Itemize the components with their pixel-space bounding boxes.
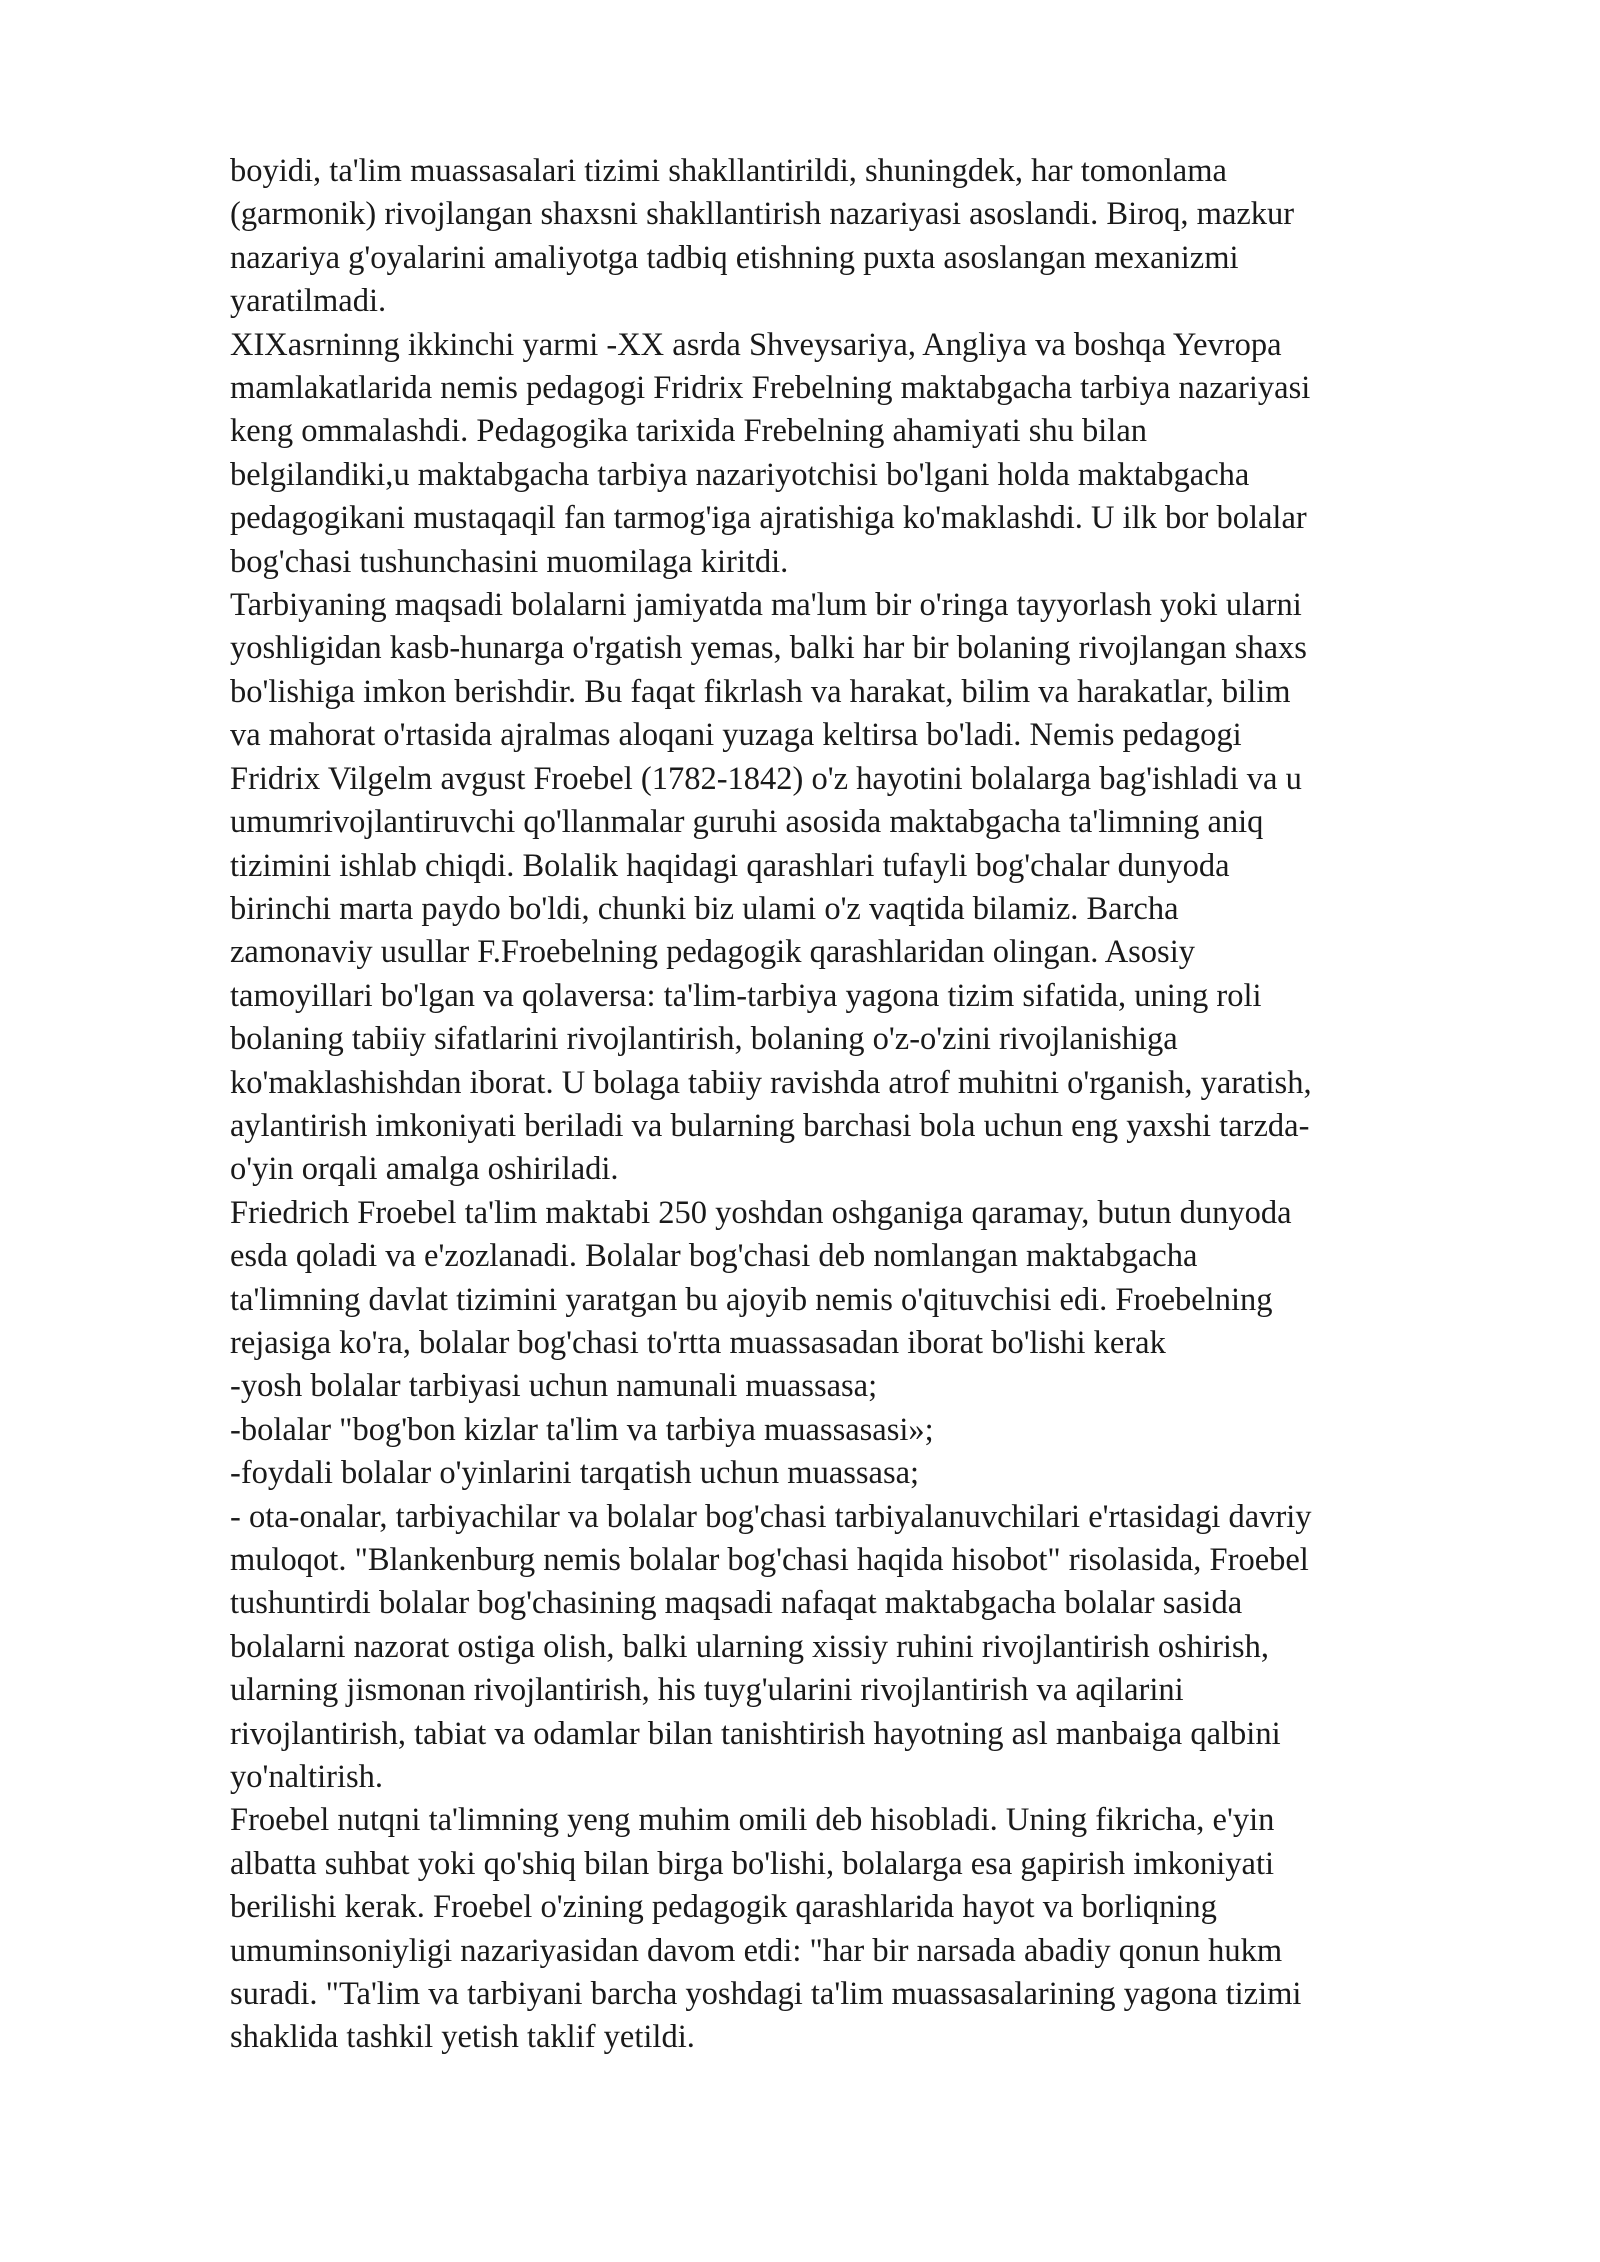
text-line: Froebel nutqni ta'limning yeng muhim omili deb hisobladi. Uning fikricha, e'yin <box>230 1802 1275 1839</box>
text-line: ta'limning davlat tizimini yaratgan bu ajoyib nemis o'qituvchisi edi. Froebelning <box>230 1281 1273 1318</box>
text-line: -foydali bolalar o'yinlarini tarqatish uchun muassasa; <box>230 1455 920 1492</box>
text-line: XIXasrninng ikkinchi yarmi -XX asrda Shveysariya, Angliya va boshqa Yevropa <box>230 326 1282 363</box>
text-line: Fridrix Vilgelm avgust Froebel (1782-1842) o'z hayotini bolalarga bag'ishladi va u <box>230 760 1302 797</box>
text-line: zamonaviy usullar F.Froebelning pedagogik qarashlaridan olingan. Asosiy <box>230 934 1195 971</box>
document-page <box>230 150 1520 2060</box>
text-line: va mahorat o'rtasida ajralmas aloqani yuzaga keltirsa bo'ladi. Nemis pedagogi <box>230 717 1242 754</box>
text-line: yoshligidan kasb-hunarga o'rgatish yemas, balki har bir bolaning rivojlangan shaxs <box>230 630 1307 667</box>
text-line: bolaning tabiiy sifatlarini rivojlantirish, bolaning o'z-o'zini rivojlanishiga <box>230 1021 1178 1058</box>
text-line: o'yin orqali amalga oshiriladi. <box>230 1151 619 1188</box>
text-line: tushuntirdi bolalar bog'chasining maqsadi nafaqat maktabgacha bolalar sasida <box>230 1585 1243 1622</box>
text-line: bolalarni nazorat ostiga olish, balki ularning xissiy ruhini rivojlantirish oshirish, <box>230 1628 1269 1665</box>
text-line: muloqot. "Blankenburg nemis bolalar bog'chasi haqida hisobot" risolasida, Froebel <box>230 1542 1309 1578</box>
text-line: esda qoladi va e'zozlanadi. Bolalar bog'chasi deb nomlangan maktabgacha <box>230 1238 1198 1275</box>
text-line: albatta suhbat yoki qo'shiq bilan birga bo'lishi, bolalarga esa gapirish imkoniyati <box>230 1845 1275 1882</box>
text-line: rejasiga ko'ra, bolalar bog'chasi to'rtta muassasadan iborat bo'lishi kerak <box>230 1324 1166 1361</box>
text-line: ularning jismonan rivojlantirish, his tuyg'ularini rivojlantirish va aqilarini <box>230 1672 1184 1709</box>
text-line: umuminsoniyligi nazariyasidan davom etdi: "har bir narsada abadiy qonun hukm <box>230 1932 1283 1969</box>
text-line: suradi. "Ta'lim va tarbiyani barcha yoshdagi ta'lim muassasalarining yagona tizimi <box>230 1976 1302 2013</box>
document-body <box>230 150 1520 2060</box>
text-line: mamlakatlarida nemis pedagogi Fridrix Frebelning maktabgacha tarbiya nazariyasi <box>230 370 1311 407</box>
text-line: birinchi marta paydo bo'ldi, chunki biz ulami o'z vaqtida bilamiz. Barcha <box>230 890 1179 927</box>
text-line: Tarbiyaning maqsadi bolalarni jamiyatda ma'lum bir o'ringa tayyorlash yoki ularni <box>230 587 1302 624</box>
text-line: tamoyillari bo'lgan va qolaversa: ta'lim-tarbiya yagona tizim sifatida, uning roli <box>230 977 1262 1014</box>
text-line: rivojlantirish, tabiat va odamlar bilan tanishtirish hayotning asl manbaiga qalbini <box>230 1715 1281 1752</box>
text-line: nazariya g'oyalarini amaliyotga tadbiq etishning puxta asoslangan mexanizmi <box>230 239 1239 276</box>
text-line: - ota-onalar, tarbiyachilar va bolalar bog'chasi tarbiyalanuvchilari e'rtasidagi davriy <box>230 1498 1312 1535</box>
text-line: ko'maklashishdan iborat. U bolaga tabiiy ravishda atrof muhitni o'rganish, yaratish, <box>230 1064 1312 1101</box>
text-line: bo'lishiga imkon berishdir. Bu faqat fikrlash va harakat, bilim va harakatlar, bilim <box>230 673 1291 710</box>
text-line: pedagogikani mustaqaqil fan tarmog'iga ajratishiga ko'maklashdi. U ilk bor bolalar <box>230 500 1307 537</box>
text-line: keng ommalashdi. Pedagogika tarixida Frebelning ahamiyati shu bilan <box>230 413 1148 450</box>
text-line: berilishi kerak. Froebel o'zining pedagogik qarashlarida hayot va borliqning <box>230 1889 1217 1926</box>
text-line: Friedrich Froebel ta'lim maktabi 250 yoshdan oshganiga qaramay, butun dunyoda <box>230 1194 1292 1231</box>
text-line: tizimini ishlab chiqdi. Bolalik haqidagi qarashlari tufayli bog'chalar dunyoda <box>230 847 1230 884</box>
text-line: bog'chasi tushunchasini muomilaga kiritdi. <box>230 543 789 580</box>
text-line: (garmonik) rivojlangan shaxsni shakllantirish nazariyasi asoslandi. Biroq, mazkur <box>230 196 1295 233</box>
text-line: belgilandiki,u maktabgacha tarbiya nazariyotchisi bo'lgani holda maktabgacha <box>230 456 1250 493</box>
text-line: -bolalar "bog'bon kizlar ta'lim va tarbiya muassasasi»; <box>230 1411 934 1448</box>
text-line: aylantirish imkoniyati beriladi va bularning barchasi bola uchun eng yaxshi tarzda- <box>230 1107 1310 1144</box>
text-line: boyidi, ta'lim muassasalari tizimi shakllantirildi, shuningdek, har tomonlama <box>230 153 1227 189</box>
text-line: yo'naltirish. <box>230 1759 383 1796</box>
text-line: -yosh bolalar tarbiyasi uchun namunali muassasa; <box>230 1368 878 1405</box>
text-line: shaklida tashkil yetish taklif yetildi. <box>230 2019 695 2056</box>
text-line: yaratilmadi. <box>230 283 387 320</box>
text-line: umumrivojlantiruvchi qo'llanmalar guruhi asosida maktabgacha ta'limning aniq <box>230 804 1264 841</box>
